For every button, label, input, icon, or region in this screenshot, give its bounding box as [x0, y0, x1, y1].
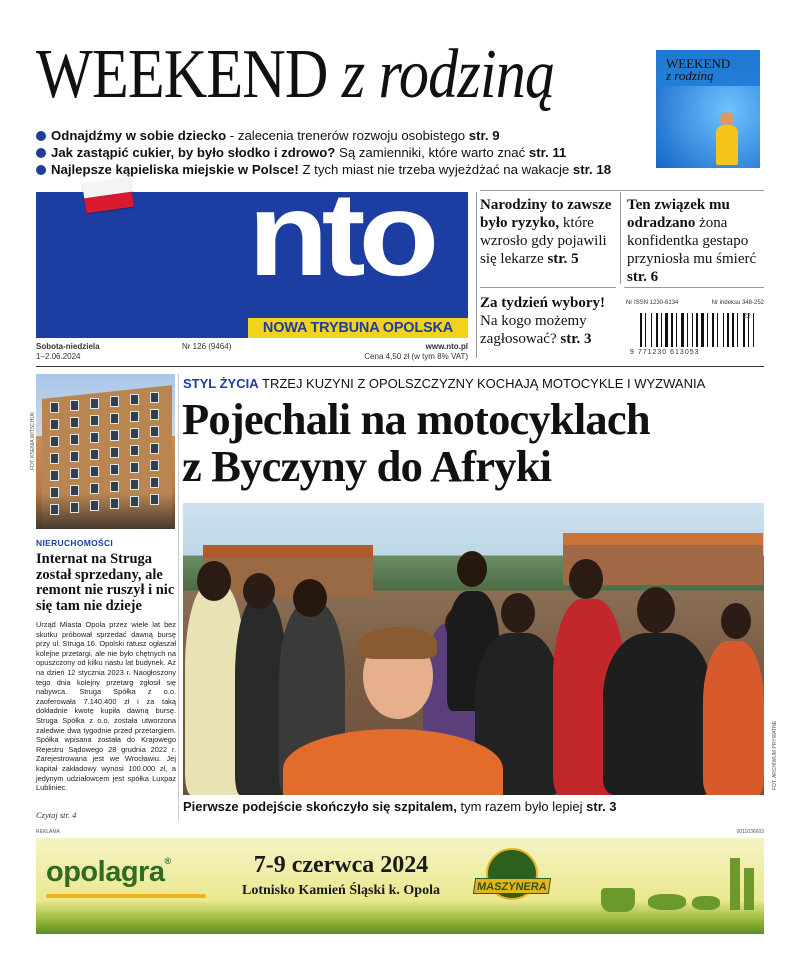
- ad-brand-mark: ®: [164, 856, 171, 866]
- main-headline-line-2: z Byczyny do Afryki: [182, 441, 552, 491]
- issn: Nr ISSN 1230-6134: [626, 300, 679, 306]
- window: [90, 466, 99, 477]
- right-teaser-body: żona konfidentka gestapo przyniosła mu śmierć: [627, 215, 757, 267]
- divider: [178, 374, 179, 820]
- right-teaser-head: Ten związek mu odradzano: [627, 197, 730, 231]
- window: [70, 400, 79, 411]
- right-teaser-2[interactable]: [627, 196, 764, 286]
- window: [70, 417, 79, 428]
- weekend-supplement-thumbnail[interactable]: [656, 50, 760, 168]
- ad-label: REKLAMA: [36, 829, 60, 835]
- opolagra-logo: [46, 856, 171, 889]
- weekend-title: [36, 36, 554, 114]
- barcode-bar: [732, 313, 734, 347]
- window: [50, 487, 59, 498]
- maszynera-text: MASZYNERA: [473, 878, 551, 894]
- barcode-bar: [696, 313, 698, 347]
- barcode-bar: [730, 313, 731, 347]
- face: [457, 551, 487, 587]
- window: [50, 436, 59, 447]
- window: [150, 392, 159, 403]
- teaser-page: str. 18: [572, 162, 612, 177]
- ad-brand: opolagra: [46, 856, 165, 888]
- barcode-addon: 22: [743, 313, 751, 320]
- caption-bold: Pierwsze podejście skończyło się szpitalem,: [183, 799, 457, 814]
- window: [70, 485, 79, 496]
- ad-place: Lotnisko Kamień Śląski k. Opola: [241, 883, 440, 898]
- face: [197, 561, 231, 601]
- barcode-bar: [689, 313, 691, 347]
- window: [90, 432, 99, 443]
- barcode-bar: [681, 313, 684, 347]
- section-rule: [36, 366, 764, 367]
- issue-number: Nr 126 (9464): [182, 342, 232, 351]
- face: [293, 579, 327, 617]
- left-story-body: Urząd Miasta Opola przez wiele lat bez skutku próbował sprzedać dawną bursę przy ul. Struga 16. Opolski ratusz ogłaszał kolejne przetargi, ale nie było chętnych na opuszczony od kilku nastu lat budynek. Aż na dzień 12 stycznia 2023 r. Naogłoszony tego dnia kolejny przetarg zgłosił się nabywca. Struga Spółka z o.o. zaoferowała 7.140.400 zł i za taką dokładnie kwotę kupiła dawną bursę. Struga Spółka z o.o. została utworzona zaledwie dwa tygodnie przed przetargiem. Spółka wpisana została do Krajowego Rejestru Sądowego 28 grudnia 2022 r. Zarejestrowana jest we Wrocławiu. Jej kapitał zakładowy wynosi 100.000 zł, a jedynym udziałowcem jest spółka Luxpaz Lubliniec.: [36, 620, 176, 793]
- barcode-bar: [663, 313, 664, 347]
- barcode-bar: [647, 313, 650, 347]
- window: [110, 396, 119, 407]
- main-story-section: STYL ŻYCIA: [183, 376, 259, 391]
- barcode-bar: [709, 313, 711, 347]
- barcode-bar: [723, 313, 724, 347]
- window: [50, 470, 59, 481]
- main-story-kicker-text: TRZEJ KUZYNI Z OPOLSZCZYZNY KOCHAJĄ MOTOCYKLE I WYZWANIA: [262, 376, 706, 391]
- thumb-title-main: WEEKEND: [666, 56, 731, 71]
- barcode-bar: [712, 313, 714, 347]
- price: Cena 4,50 zł (w tym 8% VAT): [364, 352, 468, 361]
- nto-logo-word: nto: [248, 192, 433, 301]
- window: [50, 402, 59, 413]
- window: [130, 428, 139, 439]
- weekend-title-italic: z rodziną: [341, 36, 555, 113]
- window: [110, 430, 119, 441]
- barcode-bar: [699, 313, 700, 347]
- barcode-bar: [717, 313, 718, 347]
- divider: [480, 287, 616, 288]
- divider: [480, 190, 764, 191]
- barcode-bar: [739, 313, 742, 347]
- right-teaser-page: str. 5: [547, 251, 579, 267]
- bullet-icon: [36, 131, 46, 141]
- window: [70, 468, 79, 479]
- window: [130, 496, 139, 507]
- barcode-bar: [676, 313, 677, 347]
- window: [70, 451, 79, 462]
- window: [70, 502, 79, 513]
- bullet-icon: [36, 148, 46, 158]
- barcode-bar: [705, 313, 706, 347]
- barcode-bar: [659, 313, 660, 347]
- barcode-bar: [643, 313, 644, 347]
- teaser-bold: Jak zastąpić cukier, by było słodko i zdrowo?: [51, 145, 336, 160]
- right-teaser-head: Narodziny to zawsze było ryzyko,: [480, 197, 612, 231]
- person: [703, 641, 764, 795]
- pig-icon: [692, 896, 720, 910]
- barcode-bar: [645, 313, 646, 347]
- index-number: Nr indeksu 348-252: [711, 300, 764, 306]
- barcode-bar: [678, 313, 680, 347]
- window: [150, 443, 159, 454]
- caption-page: str. 3: [586, 799, 617, 814]
- divider: [620, 192, 621, 284]
- window: [70, 434, 79, 445]
- silo-icon: [730, 858, 740, 910]
- barcode: [640, 313, 758, 347]
- teaser-text: Są zamienniki, które warto znać: [335, 145, 529, 160]
- window: [130, 411, 139, 422]
- nto-logo[interactable]: [36, 192, 468, 338]
- window: [90, 415, 99, 426]
- barcode-bar: [727, 313, 729, 347]
- window: [110, 481, 119, 492]
- right-teaser-page: str. 3: [560, 331, 592, 347]
- barcode-bar: [669, 313, 670, 347]
- nto-subtitle: NOWA TRYBUNA OPOLSKA: [248, 318, 468, 338]
- teaser-bold: Odnajdźmy w sobie dziecko: [51, 128, 227, 143]
- thumb-sky: [656, 86, 760, 168]
- window: [110, 447, 119, 458]
- thumb-person-head: [720, 112, 734, 126]
- barcode-bar: [694, 313, 695, 347]
- hair: [359, 627, 437, 659]
- barcode-bar: [755, 313, 756, 347]
- weekend-teaser-2[interactable]: [36, 144, 566, 161]
- weekend-teaser-3[interactable]: [36, 161, 611, 178]
- silo-icon: [744, 868, 754, 910]
- face: [243, 573, 275, 609]
- main-story-photo[interactable]: [183, 503, 764, 795]
- barcode-bar: [661, 313, 662, 347]
- opolagra-ad-banner[interactable]: [36, 838, 764, 934]
- barcode-bar: [685, 313, 686, 347]
- window: [110, 464, 119, 475]
- window: [90, 483, 99, 494]
- barcode-bar: [701, 313, 704, 347]
- roof: [563, 533, 763, 545]
- main-photo-credit: FOT. ARCHIWUM PRYWATNE: [772, 720, 778, 790]
- face: [721, 603, 751, 639]
- window: [150, 426, 159, 437]
- edition-day: Sobota-niedziela: [36, 342, 100, 351]
- face: [569, 559, 603, 599]
- teaser-page: str. 11: [528, 145, 567, 160]
- window: [110, 413, 119, 424]
- barcode-number: 9 771230 613053: [630, 349, 700, 356]
- teaser-bold: Najlepsze kąpieliska miejskie w Polsce!: [51, 162, 299, 177]
- roof: [203, 545, 373, 557]
- weekend-title-main: WEEKEND: [36, 36, 328, 113]
- ad-code: 0011036603: [736, 829, 764, 835]
- barcode-bar: [737, 313, 738, 347]
- window: [130, 462, 139, 473]
- window: [150, 409, 159, 420]
- barcode-bar: [707, 313, 708, 347]
- window: [150, 494, 159, 505]
- face: [637, 587, 675, 633]
- barcode-bar: [715, 313, 716, 347]
- window: [110, 498, 119, 509]
- cow-icon: [648, 894, 686, 910]
- right-teaser-body: Na kogo możemy zagłosować?: [480, 313, 587, 347]
- barcode-bar: [656, 313, 658, 347]
- left-story-more[interactable]: Czytaj str. 4: [36, 810, 77, 820]
- barcode-bar: [640, 313, 642, 347]
- barcode-bar: [671, 313, 673, 347]
- window: [130, 479, 139, 490]
- window: [50, 419, 59, 430]
- left-story-kicker: NIERUCHOMOŚCI: [36, 538, 114, 548]
- barcode-bar: [674, 313, 675, 347]
- left-story-photo[interactable]: [36, 374, 175, 529]
- teaser-text: - zalecenia trenerów rozwoju osobistego: [226, 128, 469, 143]
- divider: [624, 287, 764, 288]
- window: [150, 477, 159, 488]
- teaser-page: str. 9: [468, 128, 500, 143]
- thumb-person: [716, 125, 738, 165]
- window: [50, 453, 59, 464]
- barcode-bar: [665, 313, 668, 347]
- window: [90, 500, 99, 511]
- right-teaser-3[interactable]: [480, 294, 616, 348]
- barcode-bar: [725, 313, 726, 347]
- window: [90, 398, 99, 409]
- divider: [476, 192, 477, 358]
- main-headline-line-1: Pojechali na motocyklach: [182, 394, 650, 444]
- bullet-icon: [36, 165, 46, 175]
- maszynera-badge: [474, 848, 550, 910]
- website-link[interactable]: www.nto.pl: [425, 342, 468, 351]
- window: [150, 460, 159, 471]
- teaser-text: Z tych miast nie trzeba wyjeżdżać na wakacje: [298, 162, 573, 177]
- person: [603, 633, 713, 795]
- face: [501, 593, 535, 633]
- main-photo-caption[interactable]: [183, 799, 617, 815]
- main-story-kicker: [183, 376, 705, 392]
- window: [50, 504, 59, 515]
- right-teaser-body: które wzrosło gdy pojawili się lekarze: [480, 215, 607, 267]
- main-story-headline[interactable]: [182, 396, 782, 490]
- window: [130, 394, 139, 405]
- thumb-title: [666, 58, 730, 82]
- barcode-bar: [651, 313, 652, 347]
- edition-date: 1–2.06.2024: [36, 352, 81, 361]
- left-story-headline[interactable]: Internat na Struga został sprzedany, ale remont nie ruszył i nic się tam nie dzieje: [36, 551, 175, 614]
- right-teaser-head: Za tydzień wybory!: [480, 295, 605, 311]
- barcode-bar: [719, 313, 722, 347]
- barcode-bar: [753, 313, 754, 347]
- right-teaser-page: str. 6: [627, 269, 659, 285]
- window: [130, 445, 139, 456]
- caption-text: tym razem było lepiej: [456, 799, 587, 814]
- thumb-title-italic: z rodziną: [666, 68, 714, 83]
- barcode-bar: [687, 313, 688, 347]
- barcode-bar: [653, 313, 655, 347]
- weekend-teaser-1[interactable]: [36, 127, 500, 144]
- tractor-icon: [601, 888, 635, 912]
- barcode-bar: [735, 313, 736, 347]
- barcode-bar: [692, 313, 693, 347]
- ad-dates: 7-9 czerwca 2024: [253, 852, 429, 878]
- window: [90, 449, 99, 460]
- right-teaser-1[interactable]: [480, 196, 618, 268]
- logo-swoosh: [46, 894, 206, 898]
- left-photo-credit: FOT. KSENIA WITSCHUK: [30, 411, 36, 470]
